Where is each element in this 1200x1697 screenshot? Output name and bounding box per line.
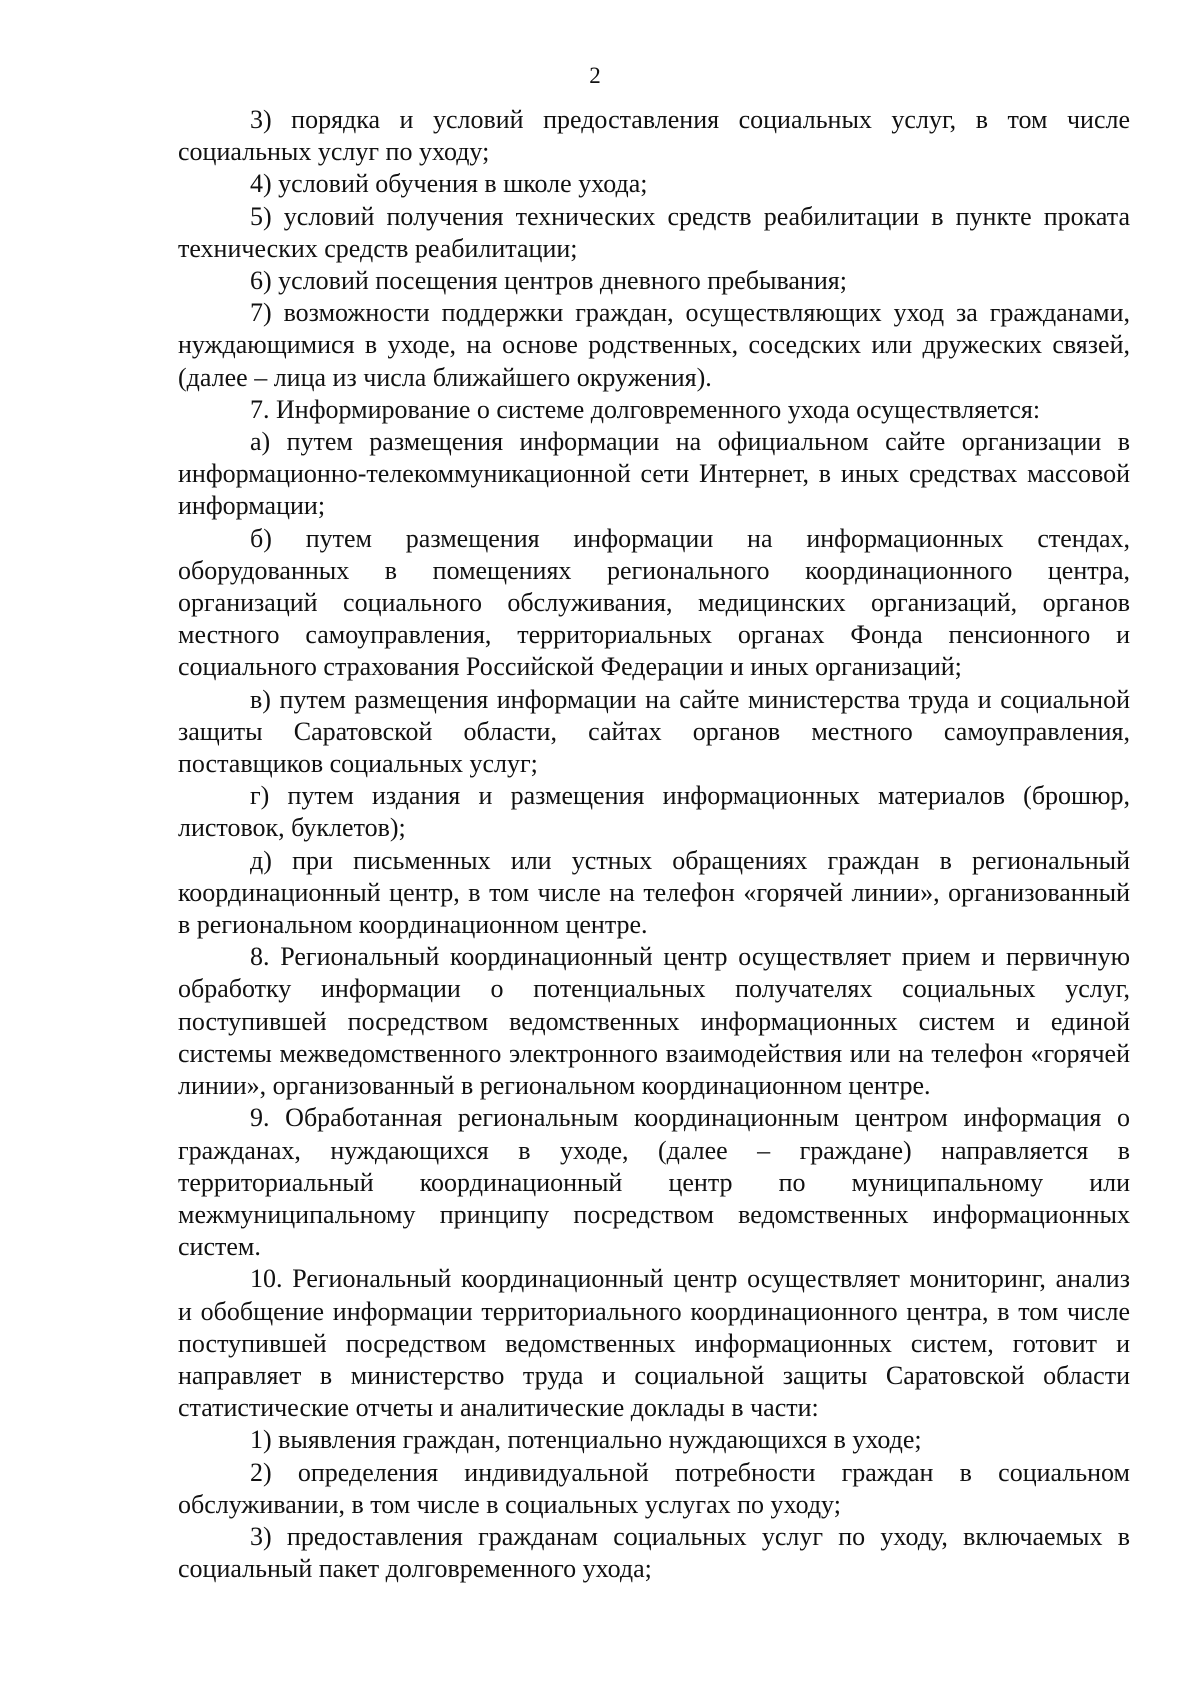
paragraph-section-8: 8. Региональный координационный центр осуществляет прием и первичную обработку информации о потенциальных получателях социальных услуг, поступившей посредством ведомственных информационных систем и единой системы межведомственного электронного взаимодействия или на телефон «горячей линии», организованный в региональном координационном центре. bbox=[178, 942, 1130, 1101]
paragraph-section-10-item-3: 3) предоставления гражданам социальных услуг по уходу, включаемых в социальный пакет долговременного ухода; bbox=[178, 1521, 1130, 1584]
paragraph-section-7-b: б) путем размещения информации на информационных стендах, оборудованных в помещениях регионального координационного центра, организаций социального обслуживания, медицинских организаций, органов местного самоуправления, территориальных органах Фонда пенсионного и социального страхования Российской Федерации и иных организаций; bbox=[178, 523, 1130, 682]
paragraph-section-10-item-1: 1) выявления граждан, потенциально нуждающихся в уходе; bbox=[250, 1425, 922, 1455]
paragraph-item-7-close-circle: 7) возможности поддержки граждан, осуществляющих уход за гражданами, нуждающимися в уходе, на основе родственных, соседских или дружеских связей, (далее – лица из числа ближайшего окружения). bbox=[178, 298, 1130, 392]
page-number: 2 bbox=[589, 63, 601, 88]
paragraph-item-3-services: 3) порядка и условий предоставления социальных услуг, в том числе социальных услуг по уходу; bbox=[178, 105, 1130, 167]
paragraph-section-7-d: д) при письменных или устных обращениях граждан в региональный координационный центр, в том числе на телефон «горячей линии», организованный в региональном координационном центре. bbox=[178, 845, 1130, 940]
paragraph-section-10: 10. Региональный координационный центр осуществляет мониторинг, анализ и обобщение информации территориального координационного центра, в том числе поступившей посредством ведомственных информационных систем, готовит и направляет в министерство труда и социальной защиты Саратовской области статистические отчеты и аналитические доклады в части: bbox=[178, 1264, 1130, 1423]
paragraph-item-6-day-centers: 6) условий посещения центров дневного пребывания; bbox=[250, 266, 847, 296]
paragraph-section-7-a: а) путем размещения информации на официальном сайте организации в информационно-телекоммуникационной сети Интернет, в иных средствах массовой информации; bbox=[178, 427, 1130, 521]
paragraph-section-10-item-2: 2) определения индивидуальной потребности граждан в социальном обслуживании, в том числе в социальных услугах по уходу; bbox=[178, 1457, 1130, 1519]
paragraph-section-7-g: г) путем издания и размещения информационных материалов (брошюр, листовок, буклетов); bbox=[178, 781, 1130, 843]
paragraph-section-9: 9. Обработанная региональным координационным центром информация о гражданах, нуждающихся в уходе, (далее – граждане) направляется в территориальный координационный центр по муниципальному или межмуниципальному принципу посредством ведомственных информационных систем. bbox=[178, 1103, 1130, 1262]
paragraph-item-5-rehab-rental: 5) условий получения технических средств реабилитации в пункте проката технических средств реабилитации; bbox=[178, 201, 1130, 263]
paragraph-section-7-v: в) путем размещения информации на сайте министерства труда и социальной защиты Саратовской области, сайтах органов местного самоуправления, поставщиков социальных услуг; bbox=[178, 684, 1130, 779]
paragraph-section-7: 7. Информирование о системе долговременного ухода осуществляется: bbox=[250, 394, 1041, 424]
document-body bbox=[178, 104, 1130, 1585]
paragraph-item-4-care-school: 4) условий обучения в школе ухода; bbox=[250, 169, 648, 199]
